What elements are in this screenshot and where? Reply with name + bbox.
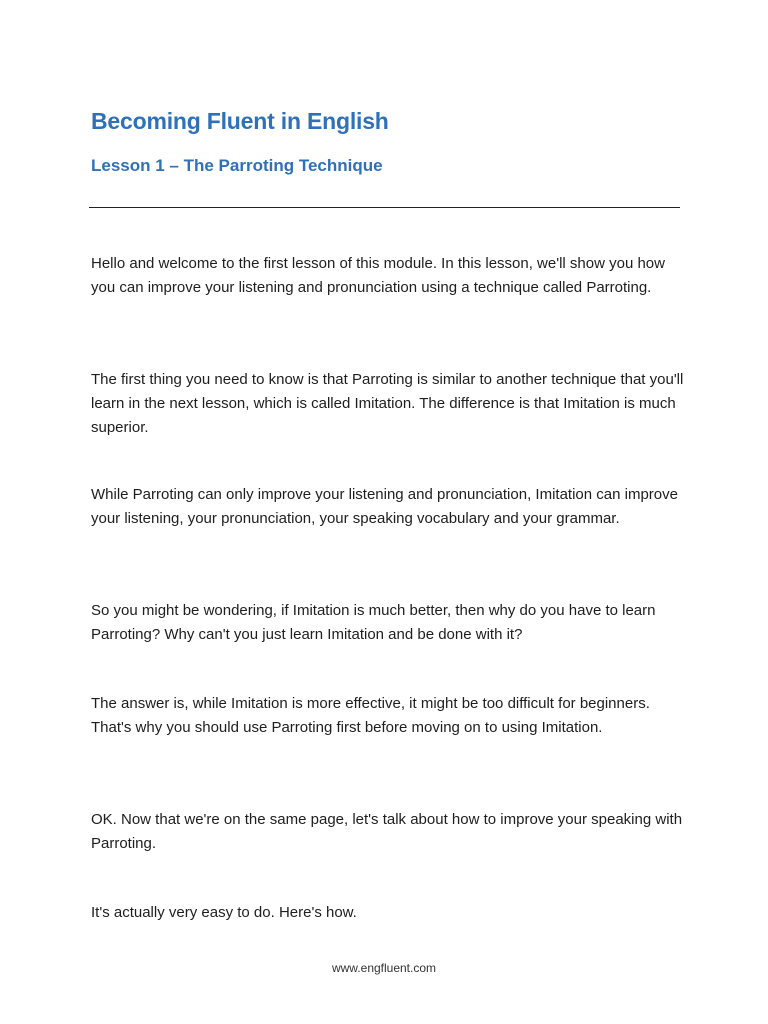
body-paragraph: It's actually very easy to do. Here's how. <box>91 904 357 921</box>
lesson-subtitle: Lesson 1 – The Parroting Technique <box>91 156 383 175</box>
body-paragraph: Hello and welcome to the first lesson of this module. In this lesson, we'll show you how you can improve your listening and pronunciation using a technique called Parroting. <box>91 255 665 296</box>
body-paragraph: While Parroting can only improve your listening and pronunciation, Imitation can improve your listening, your pronunciation, your speaking vocabulary and your grammar. <box>91 486 678 527</box>
title-divider <box>89 207 680 208</box>
body-paragraph: The first thing you need to know is that Parroting is similar to another technique that you'll learn in the next lesson, which is called Imitation. The difference is that Imitation is much superior. <box>91 371 684 436</box>
page-title: Becoming Fluent in English <box>91 108 389 134</box>
body-paragraph: So you might be wondering, if Imitation is much better, then why do you have to learn Parroting? Why can't you just learn Imitation and be done with it? <box>91 602 656 643</box>
body-paragraph: The answer is, while Imitation is more effective, it might be too difficult for beginners. That's why you should use Parroting first before moving on to using Imitation. <box>91 695 650 736</box>
body-paragraph: OK. Now that we're on the same page, let's talk about how to improve your speaking with Parroting. <box>91 811 683 852</box>
page-footer-url: www.engfluent.com <box>331 961 437 975</box>
